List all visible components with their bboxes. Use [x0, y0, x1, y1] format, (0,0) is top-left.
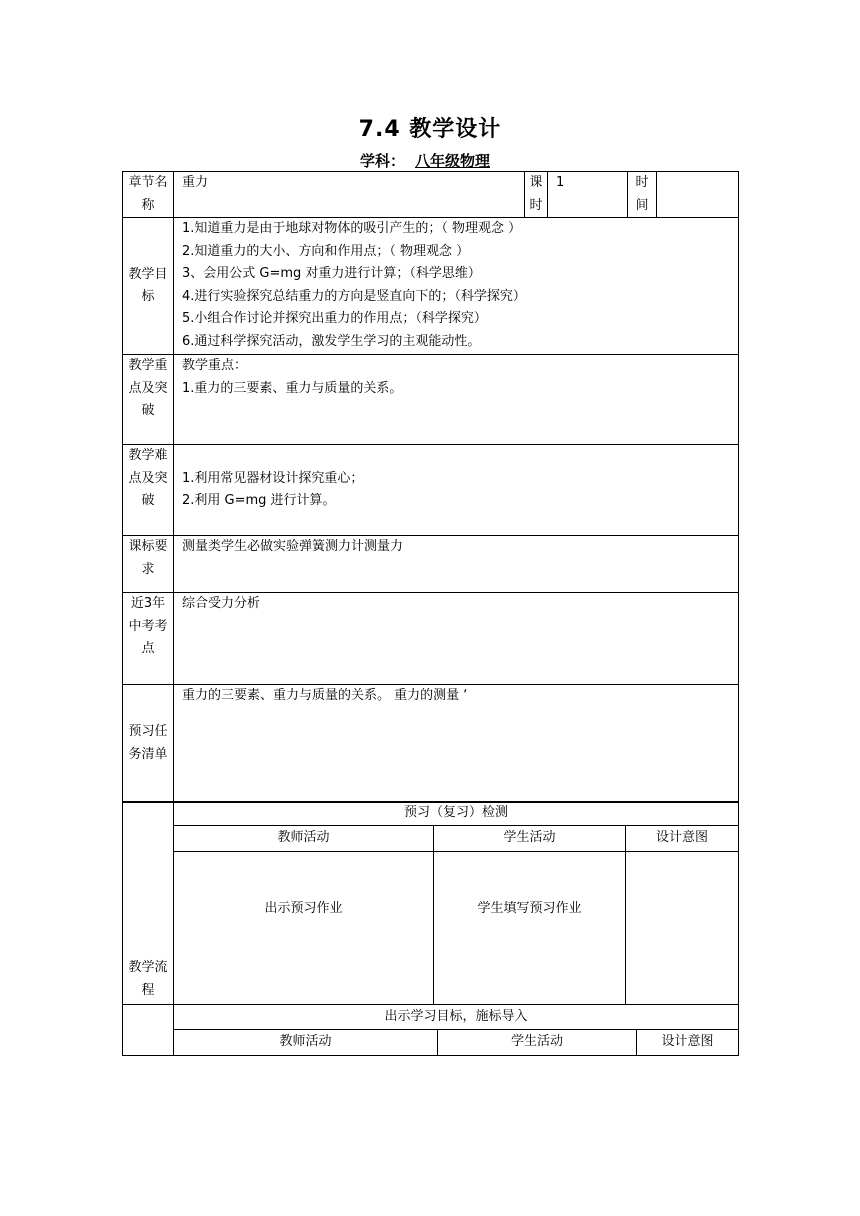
section2-title: 出示学习目标，施标导入: [174, 1005, 739, 1030]
student-activity-cell: 学生填写预习作业: [434, 852, 626, 1005]
row-standard: [123, 536, 739, 593]
design-intent-header: 设计意图: [626, 826, 739, 852]
teacher-activity-cell: 出示预习作业: [174, 852, 434, 1005]
design-intent-cell: [626, 852, 739, 1005]
row-goals: [123, 218, 739, 355]
period-value: 1: [548, 172, 628, 218]
preview-value: 重力的三要素、重力与质量的关系。 重力的测量 ‘: [174, 685, 739, 803]
row-chapter: [123, 172, 739, 218]
process-label: 教学流程: [123, 802, 174, 1005]
chapter-label: 章节名称: [123, 172, 174, 218]
difficulties-content: [174, 445, 739, 536]
time-value: [657, 172, 739, 218]
standard-label: 课标要求: [123, 536, 174, 593]
difficulties-label: 教学难点及突破: [123, 445, 174, 536]
student-activity-header: 学生活动: [434, 826, 626, 852]
difficulty-item: 1.利用常见器材设计探究重心；: [182, 470, 364, 486]
exam-label: 近3年中考考点: [123, 593, 174, 685]
difficulty-item: 2.利用 G=mg 进行计算。: [182, 493, 336, 508]
key-point-item: 1.重力的三要素、重力与质量的关系。: [182, 380, 403, 396]
goal-item: 6.通过科学探究活动，激发学生学习的主观能动性。: [182, 333, 481, 349]
teacher-activity-header: 教师活动: [174, 826, 434, 852]
period-label: 课时: [525, 172, 548, 218]
process-table-1: [122, 801, 739, 1005]
goal-item: 1.知道重力是由于地球对物体的吸引产生的；（ 物理观念 ）: [182, 221, 522, 236]
subject-value: 八年级物理: [415, 152, 491, 170]
goal-item: 2.知道重力的大小、方向和作用点；（ 物理观念 ）: [182, 243, 470, 259]
subject-line: [0, 150, 860, 171]
chapter-value: 重力: [174, 172, 525, 218]
key-point-item: 教学重点：: [182, 358, 248, 373]
standard-value: 测量类学生必做实验弹簧测力计测量力: [174, 536, 739, 593]
student-activity-header: 学生活动: [438, 1030, 637, 1056]
goals-label: 教学目标: [123, 218, 174, 355]
goal-item: 3、会用公式 G=mg 对重力进行计算；（科学思维）: [182, 266, 481, 281]
design-intent-header: 设计意图: [637, 1030, 739, 1056]
time-label: 时间: [628, 172, 657, 218]
preview-label: 预习任务清单: [123, 685, 174, 803]
process-label-continued: [123, 1005, 174, 1056]
row-exam: [123, 593, 739, 685]
exam-value: 综合受力分析: [174, 593, 739, 685]
row-key-points: [123, 355, 739, 445]
row-preview: [123, 685, 739, 803]
process-table-2: [122, 1004, 739, 1056]
subject-label: 学科：: [359, 152, 405, 170]
row-difficulties: [123, 445, 739, 536]
section1-title: 预习（复习）检测: [174, 802, 739, 826]
goal-item: 5.小组合作讨论并探究出重力的作用点；（科学探究）: [182, 311, 487, 326]
goal-item: 4.进行实验探究总结重力的方向是竖直向下的；（科学探究）: [182, 288, 526, 304]
teacher-activity-header: 教师活动: [174, 1030, 438, 1056]
goals-list: [174, 218, 739, 355]
key-points-content: [174, 355, 739, 445]
page-title: 7.4 教学设计: [358, 117, 502, 142]
key-points-label: 教学重点及突破: [123, 355, 174, 445]
lesson-plan-table: [122, 171, 739, 803]
